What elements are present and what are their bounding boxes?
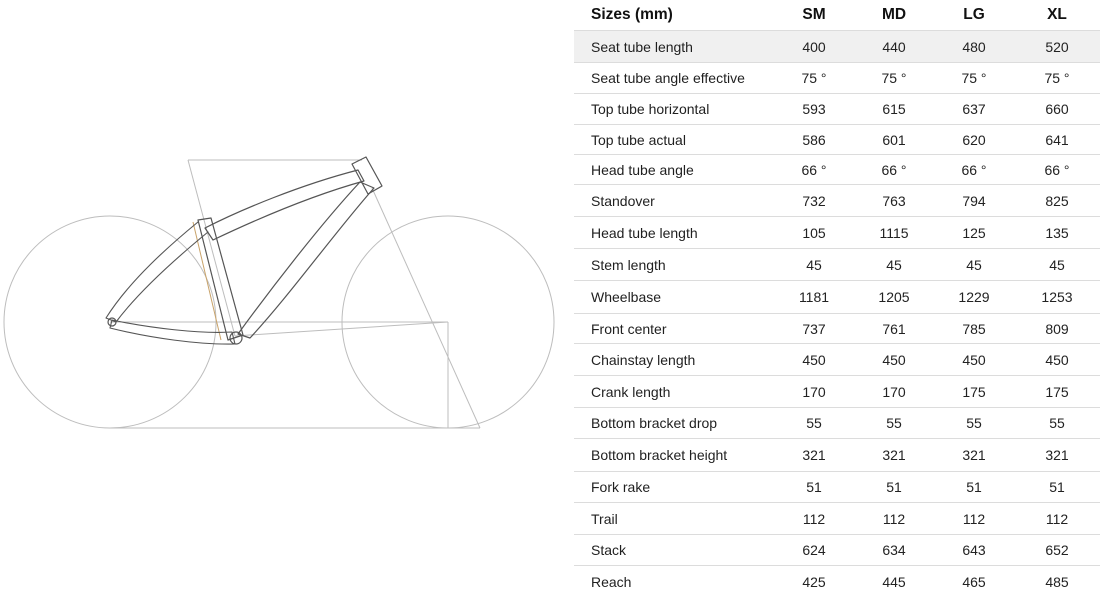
cell-value: 175 [1014,376,1100,408]
table-row [574,185,1100,217]
cell-value: 624 [774,535,854,566]
cell-value: 75 ° [774,63,854,94]
table-row [574,439,1100,472]
cell-value: 45 [934,249,1014,281]
row-label: Top tube actual [574,125,774,155]
measurement-lines [110,160,480,428]
cell-value: 809 [1014,314,1100,344]
cell-value: 45 [1014,249,1100,281]
cell-value: 1115 [854,217,934,249]
cell-value: 66 ° [774,155,854,185]
size-header-lg: LG [963,6,985,23]
row-label: Fork rake [574,472,774,503]
size-header-xl: XL [1047,6,1067,23]
cell-value: 170 [774,376,854,408]
bike-frame [106,157,382,344]
row-label: Standover [574,185,774,217]
cell-value: 66 ° [854,155,934,185]
cell-value: 634 [854,535,934,566]
table-row [574,94,1100,125]
cell-value: 652 [1014,535,1100,566]
table-row [574,503,1100,535]
cell-value: 1229 [934,281,1014,314]
cell-value: 55 [774,408,854,439]
row-label: Bottom bracket height [574,439,774,472]
table-row [574,314,1100,344]
cell-value: 660 [1014,94,1100,125]
header-label: Sizes (mm) [591,6,673,23]
cell-value: 75 ° [934,63,1014,94]
table-row [574,472,1100,503]
table-header-row [574,0,1100,31]
cell-value: 66 ° [1014,155,1100,185]
cell-value: 135 [1014,217,1100,249]
cell-value: 445 [854,566,934,598]
cell-value: 1205 [854,281,934,314]
row-label: Reach [574,566,774,598]
cell-value: 450 [774,344,854,376]
cell-value: 425 [774,566,854,598]
size-header-sm: SM [802,6,826,23]
table-row [574,217,1100,249]
cell-value: 465 [934,566,1014,598]
table-row [574,535,1100,566]
cell-value: 55 [1014,408,1100,439]
cell-value: 761 [854,314,934,344]
cell-value: 450 [934,344,1014,376]
row-label: Wheelbase [574,281,774,314]
cell-value: 125 [934,217,1014,249]
table-row [574,281,1100,314]
cell-value: 55 [854,408,934,439]
table-row [574,31,1100,63]
cell-value: 51 [774,472,854,503]
table-row [574,63,1100,94]
cell-value: 1181 [774,281,854,314]
cell-value: 643 [934,535,1014,566]
cell-value: 641 [1014,125,1100,155]
cell-value: 615 [854,94,934,125]
cell-value: 1253 [1014,281,1100,314]
geometry-table [574,0,1100,598]
cell-value: 45 [854,249,934,281]
cell-value: 112 [774,503,854,535]
cell-value: 601 [854,125,934,155]
row-label: Bottom bracket drop [574,408,774,439]
cell-value: 480 [934,31,1014,63]
table-row [574,125,1100,155]
cell-value: 51 [854,472,934,503]
row-label: Chainstay length [574,344,774,376]
cell-value: 637 [934,94,1014,125]
cell-value: 66 ° [934,155,1014,185]
cell-value: 794 [934,185,1014,217]
cell-value: 520 [1014,31,1100,63]
row-label: Trail [574,503,774,535]
row-label: Top tube horizontal [574,94,774,125]
cell-value: 732 [774,185,854,217]
cell-value: 175 [934,376,1014,408]
cell-value: 75 ° [1014,63,1100,94]
cell-value: 620 [934,125,1014,155]
cell-value: 450 [1014,344,1100,376]
table-row [574,566,1100,598]
cell-value: 763 [854,185,934,217]
row-label: Head tube length [574,217,774,249]
table-row [574,155,1100,185]
cell-value: 75 ° [854,63,934,94]
cell-value: 170 [854,376,934,408]
cell-value: 51 [934,472,1014,503]
cell-value: 321 [854,439,934,472]
row-label: Head tube angle [574,155,774,185]
cell-value: 737 [774,314,854,344]
cell-value: 450 [854,344,934,376]
cell-value: 593 [774,94,854,125]
table-row [574,344,1100,376]
cell-value: 112 [934,503,1014,535]
table-row [574,376,1100,408]
cell-value: 55 [934,408,1014,439]
size-header-md: MD [881,6,907,23]
table-row [574,249,1100,281]
cell-value: 321 [934,439,1014,472]
cell-value: 112 [1014,503,1100,535]
cell-value: 105 [774,217,854,249]
cell-value: 825 [1014,185,1100,217]
cell-value: 485 [1014,566,1100,598]
row-label: Seat tube length [574,31,774,63]
cell-value: 321 [1014,439,1100,472]
cell-value: 112 [854,503,934,535]
row-label: Front center [574,314,774,344]
row-label: Stem length [574,249,774,281]
cell-value: 51 [1014,472,1100,503]
cell-value: 440 [854,31,934,63]
cell-value: 586 [774,125,854,155]
cell-value: 45 [774,249,854,281]
cell-value: 785 [934,314,1014,344]
row-label: Seat tube angle effective [574,63,774,94]
cell-value: 321 [774,439,854,472]
cell-value: 400 [774,31,854,63]
row-label: Stack [574,535,774,566]
table-row [574,408,1100,439]
row-label: Crank length [574,376,774,408]
